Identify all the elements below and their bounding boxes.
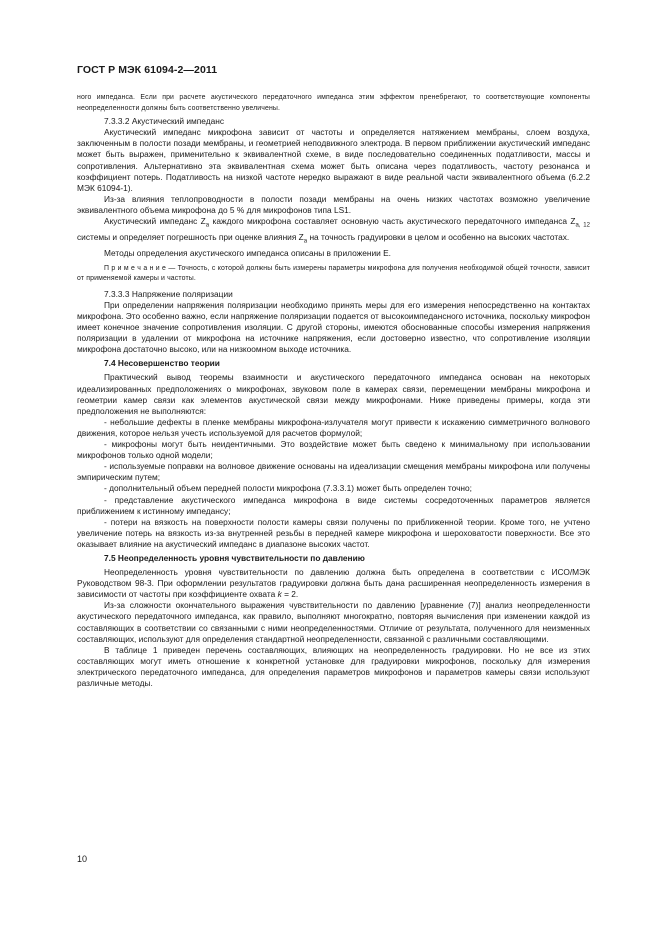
list-item: - микрофоны могут быть неидентичными. Это воздействие может быть сведено к минимальному при использовании микрофонов только одной модели; <box>77 439 590 461</box>
paragraph-coverage: Неопределенность уровня чувствительности по давлению должна быть определена в соответствии с ИСО/МЭК Руководством 98-3. При оформлении результатов градуировки должна быть дана расширенная неопределенность измерения в зависимости от частоты при коэффициенте охвата k = 2. <box>77 567 590 600</box>
paragraph: Из-за сложности окончательного выражения чувствительности по давлению [уравнение (7)] анализ неопределенности акустического передаточного импеданса, как правило, выполняют многократно, повторяя вычисления при изменении каждой из составляющих в соответствии со связанными с ними неопределенностями. Отличие от результата, полученного для неизменных составляющих, используют для определения стандартной неопределенности, связанной с различными составляющими. <box>77 600 590 644</box>
document-header: ГОСТ Р МЭК 61094-2—2011 <box>77 64 218 76</box>
list-item: - небольшие дефекты в пленке мембраны микрофона-излучателя могут привести к искажению симметричного волнового движения, которое нельзя учесть используемой для расчетов формулой; <box>77 416 590 438</box>
list-item: - потери на вязкость на поверхности полости камеры связи получены по приближенной теории. Кроме того, не учтено увеличение потерь на вязкость из-за внутренней резьбы в передней камере микрофона и шероховатости поверхности. Все это оказывает влияние на акустический импеданс в диапазоне высоких частот. <box>77 516 590 549</box>
section-heading-7-5: 7.5 Неопределенность уровня чувствительности по давлению <box>104 552 365 563</box>
list-item: - дополнительный объем передней полости микрофона (7.3.3.1) может быть определен точно; <box>104 483 473 494</box>
subsection-heading-7-3-3-2: 7.3.3.2 Акустический импеданс <box>104 116 224 127</box>
page-number: 10 <box>77 854 88 864</box>
list-item: - используемые поправки на волновое движение основаны на идеализации смещения мембраны микрофона или получены эмпирическим путем; <box>77 461 590 483</box>
paragraph: Акустический импеданс микрофона зависит от частоты и определяется натяжением мембраны, слоем воздуха, заключенным в полости позади мембраны, и геометрией неподвижного электрода. В первом приближении акустический импеданс может быть выражен, применительно к эквивалентной схеме, в виде последовательно соединенных податливости, массы и сопротивления. Альтернативно эта эквивалентная схема может быть описана через податливость, частоту резонанса и коэффициент потерь. Податливость на низкой частоте нередко выражают в виде реальной части эквивалентного объема (6.2.2 МЭК 61094-1). <box>77 127 590 193</box>
paragraph: При определении напряжения поляризации необходимо принять меры для его измерения непосредственно на контактах микрофона. Это особенно важно, если напряжение поляризации подается от высокоимпедансного источника, поскольку микрофон имеет конечное значение сопротивления изоляции. С другой стороны, имеются обоснованные способы измерения напряжения поляризации в удалении от микрофона на источнике напряжения, если достоверно известно, что сопротивление изоляции микрофона достаточно высоко, или на низкоомном выходе источника. <box>77 299 590 355</box>
document-body <box>77 93 590 689</box>
subsection-heading-7-3-3-3: 7.3.3.3 Напряжение поляризации <box>104 288 233 299</box>
paragraph-impedance: Акустический импеданс $Z_a$ каждого микрофона составляет основную часть акустического передаточного импеданса $Z_{a, 12}$ системы и определяет погрешность при оценке влияния $Z_a$ на точность градуировки в целом и особенно на высоких частотах. <box>77 216 590 245</box>
list-item: - представление акустического импеданса микрофона в виде системы сосредоточенных параметров является приближением к истинному импедансу; <box>77 494 590 516</box>
paragraph: В таблице 1 приведен перечень составляющих, влияющих на неопределенность градуировки. Но не все из этих составляющих могут иметь отношение к конкретной установке для градуировки микрофонов, поскольку для измерения электрического передаточного импеданса, для определения параметров микрофонов и параметров камеры связи используют различные методы. <box>77 644 590 688</box>
paragraph-continuation: ного импеданса. Если при расчете акустического передаточного импеданса этим эффектом пренебрегают, то соответствующие компоненты неопределенности должны быть соответственно увеличены. <box>77 94 590 112</box>
paragraph: Методы определения акустического импеданса описаны в приложении Е. <box>104 247 391 258</box>
section-heading-7-4: 7.4 Несовершенство теории <box>104 358 220 369</box>
paragraph: Практический вывод теоремы взаимности и акустического передаточного импеданса основан на некоторых идеализированных предположениях о микрофонах, звуковом поле в камерах связи, перемещении мембраны микрофона и геометрии камер связи как элементов акустической связи между микрофонами. Ниже приведены примеры, когда эти предположения не выполняются: <box>77 372 590 416</box>
note: П р и м е ч а н и е — Точность, с которой должны быть измерены параметры микрофона для получения необходимой общей точности, зависит от применяемой камеры и частоты. <box>77 264 590 283</box>
paragraph: Из-за влияния теплопроводности в полости позади мембраны на очень низких частотах возможно увеличение эквивалентного объема микрофона до 5 % для микрофонов типа LS1. <box>77 193 590 215</box>
